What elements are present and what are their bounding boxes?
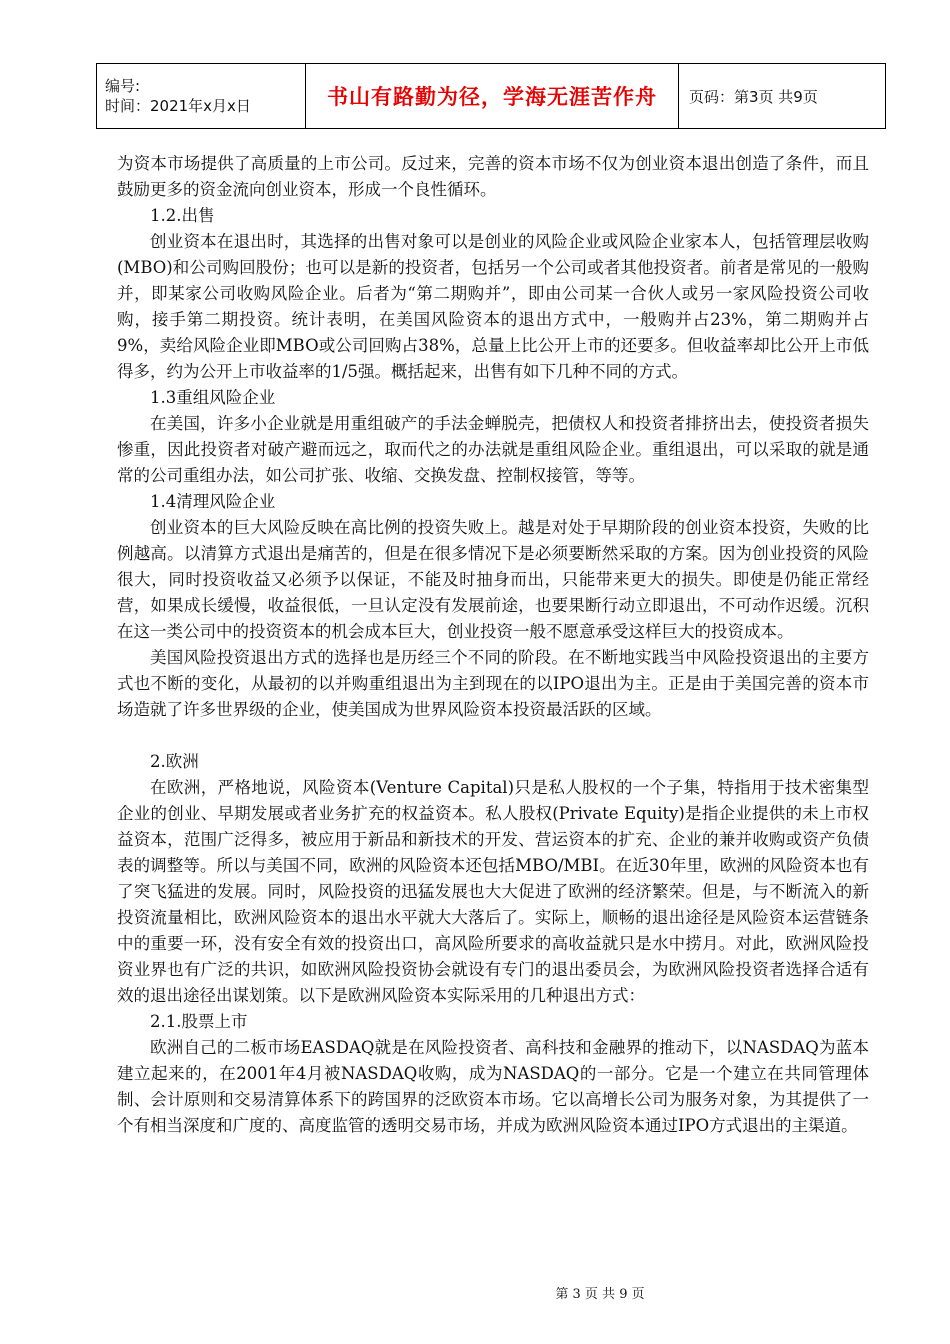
paragraph-2-1: 欧洲自己的二板市场EASDAQ就是在风险投资者、高科技和金融界的推动下，以NASDAQ为蓝本建立起来的，在2001年4月被NASDAQ收购，成为NASDAQ的一部分。它是一个建立在共同管理体制、会计原则和交易清算体系下的跨国界的泛欧资本市场。它以高增长公司为服务对象，为其提供了一个有相当深度和广度的、高度监管的透明交易市场，并成为欧洲风险资本通过IPO方式退出的主渠道。 xyxy=(117,1038,869,1135)
footer-page-number: 第 3 页 共 9 页 xyxy=(555,1287,645,1302)
section-spacer xyxy=(117,723,869,749)
paragraph-1-4: 创业资本的巨大风险反映在高比例的投资失败上。越是对处于早期阶段的创业资本投资，失败的比例越高。以清算方式退出是痛苦的，但是在很多情况下是必须要断然采取的方案。因为创业投资的风险很大，同时投资收益又必须予以保证，不能及时抽身而出，只能带来更大的损失。即使是仍能正常经营，如果成长缓慢，收益很低，一旦认定没有发展前途，也要果断行动立即退出，不可动作迟缓。沉积在这一类公司中的投资资本的机会成本巨大，创业投资一般不愿意承受这样巨大的投资成本。 xyxy=(117,518,869,641)
paragraph-2: 在欧洲，严格地说，风险资本(Venture Capital)只是私人股权的一个子集，特指用于技术密集型企业的创业、早期发展或者业务扩充的权益资本。私人股权(Private Equity)是指企业提供的未上市权益资本，范围广泛得多，被应用于新品和新技术的开发、营运资本的扩充、企业的兼并收购或资产负债表的调整等。所以与美国不同，欧洲的风险资本还包括MBO/MBI。在近30年里，欧洲的风险资本也有了突飞猛进的发展。同时，风险投资的迅猛发展也大大促进了欧洲的经济繁荣。但是，与不断流入的新投资流量相比，欧洲风险资本的退出水平就大大落后了。实际上，顺畅的退出途径是风险资本运营链条中的重要一环，没有安全有效的投资出口，高风险所要求的高收益就只是水中捞月。对此，欧洲风险投资业界也有广泛的共识，如欧洲风险投资协会就设有专门的退出委员会，为欧洲风险投资者选择合适有效的退出途径出谋划策。以下是欧洲风险资本实际采用的几种退出方式： xyxy=(117,778,869,1005)
paragraph-1-3: 在美国，许多小企业就是用重组破产的手法金蝉脱壳，把债权人和投资者排挤出去，使投资者损失惨重，因此投资者对破产避而远之，取而代之的办法就是重组风险企业。重组退出，可以采取的就是通常的公司重组办法，如公司扩张、收缩、交换发盘、控制权接管，等等。 xyxy=(117,414,869,485)
document-body xyxy=(117,151,869,1139)
paragraph-1-2: 创业资本在退出时，其选择的出售对象可以是创业的风险企业或风险企业家本人，包括管理层收购(MBO)和公司购回股份；也可以是新的投资者，包括另一个公司或者其他投资者。前者是常见的一般购并，即某家公司收购风险企业。后者为“第二期购并”，即由公司某一合伙人或另一家风险投资公司收购，接手第二期投资。统计表明，在美国风险资本的退出方式中，一般购并占23%，第二期购并占9%，卖给风险企业即MBO或公司回购占38%，总量上比公开上市的还要多。但收益率却比公开上市低得多，约为公开上市收益率的1/5强。概括起来，出售有如下几种不同的方式。 xyxy=(117,232,869,381)
document-number-label: 编号: xyxy=(105,77,141,95)
section-heading-1-4: 1.4清理风险企业 xyxy=(150,492,276,511)
page-header xyxy=(96,63,886,129)
section-heading-1-3: 1.3重组风险企业 xyxy=(150,388,276,407)
section-heading-2: 2.欧洲 xyxy=(150,752,199,771)
document-time-label: 时间：2021年x月x日 xyxy=(105,97,251,115)
paragraph-intro: 为资本市场提供了高质量的上市公司。反过来，完善的资本市场不仅为创业资本退出创造了条件，而且鼓励更多的资金流向创业资本，形成一个良性循环。 xyxy=(117,154,869,199)
section-heading-1-2: 1.2.出售 xyxy=(150,206,215,225)
page-footer xyxy=(0,1283,950,1302)
header-page-number: 页码：第3页 共9页 xyxy=(679,64,886,129)
header-motto: 书山有路勤为径，学海无涯苦作舟 xyxy=(306,64,679,129)
header-meta-cell xyxy=(97,64,306,129)
section-heading-2-1: 2.1.股票上市 xyxy=(150,1012,248,1031)
paragraph-us-summary: 美国风险投资退出方式的选择也是历经三个不同的阶段。在不断地实践当中风险投资退出的主要方式也不断的变化，从最初的以并购重组退出为主到现在的以IPO退出为主。正是由于美国完善的资本市场造就了许多世界级的企业，使美国成为世界风险资本投资最活跃的区域。 xyxy=(117,648,869,719)
